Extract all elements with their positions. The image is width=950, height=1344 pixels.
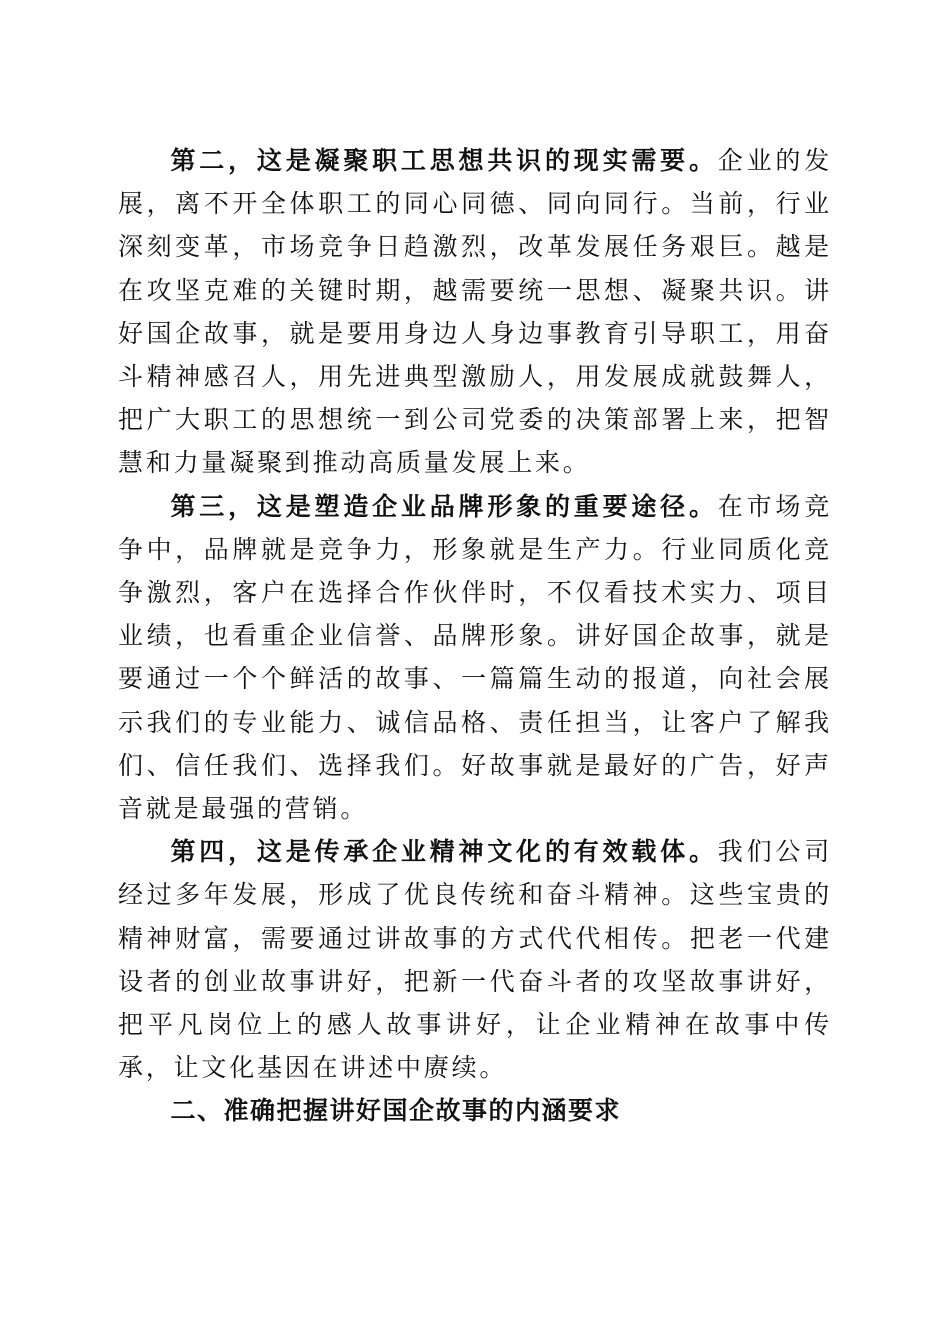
paragraph-third (118, 485, 832, 831)
paragraph-lead: 第二，这是凝聚职工思想共识的现实需要。 (170, 146, 718, 175)
section-heading: 二、准确把握讲好国企故事的内涵要求 (170, 1096, 622, 1126)
paragraph-body: 企业的发展，离不开全体职工的同心同德、同向同行。当前，行业深刻变革，市场竞争日趋激烈，改革发展任务艰巨。越是在攻坚克难的关键时期，越需要统一思想、凝聚共识。讲好国企故事，就是要用身边人身边事教育引导职工，用奋斗精神感召人，用先进典型激励人，用发展成就鼓舞人，把广大职工的思想统一到公司党委的决策部署上来，把智慧和力量凝聚到推动高质量发展上来。 (118, 146, 833, 478)
paragraph-body: 在市场竞争中，品牌就是竞争力，形象就是生产力。行业同质化竞争激烈，客户在选择合作伙伴时，不仅看技术实力、项目业绩，也看重企业信誉、品牌形象。讲好国企故事，就是要通过一个个鲜活的故事、一篇篇生动的报道，向社会展示我们的专业能力、诚信品格、责任担当，让客户了解我们、信任我们、选择我们。好故事就是最好的广告，好声音就是最强的营销。 (118, 491, 833, 824)
paragraph-body: 我们公司经过多年发展，形成了优良传统和奋斗精神。这些宝贵的精神财富，需要通过讲故事的方式代代相传。把老一代建设者的创业故事讲好，把新一代奋斗者的攻坚故事讲好，把平凡岗位上的感人故事讲好，让企业精神在故事中传承，让文化基因在讲述中赓续。 (118, 837, 833, 1083)
paragraph-second (118, 139, 832, 485)
document-page (118, 139, 832, 1133)
paragraph-lead: 第三，这是塑造企业品牌形象的重要途径。 (170, 491, 718, 521)
paragraph-fourth (118, 830, 832, 1089)
paragraph-lead: 第四，这是传承企业精神文化的有效载体。 (170, 837, 718, 867)
